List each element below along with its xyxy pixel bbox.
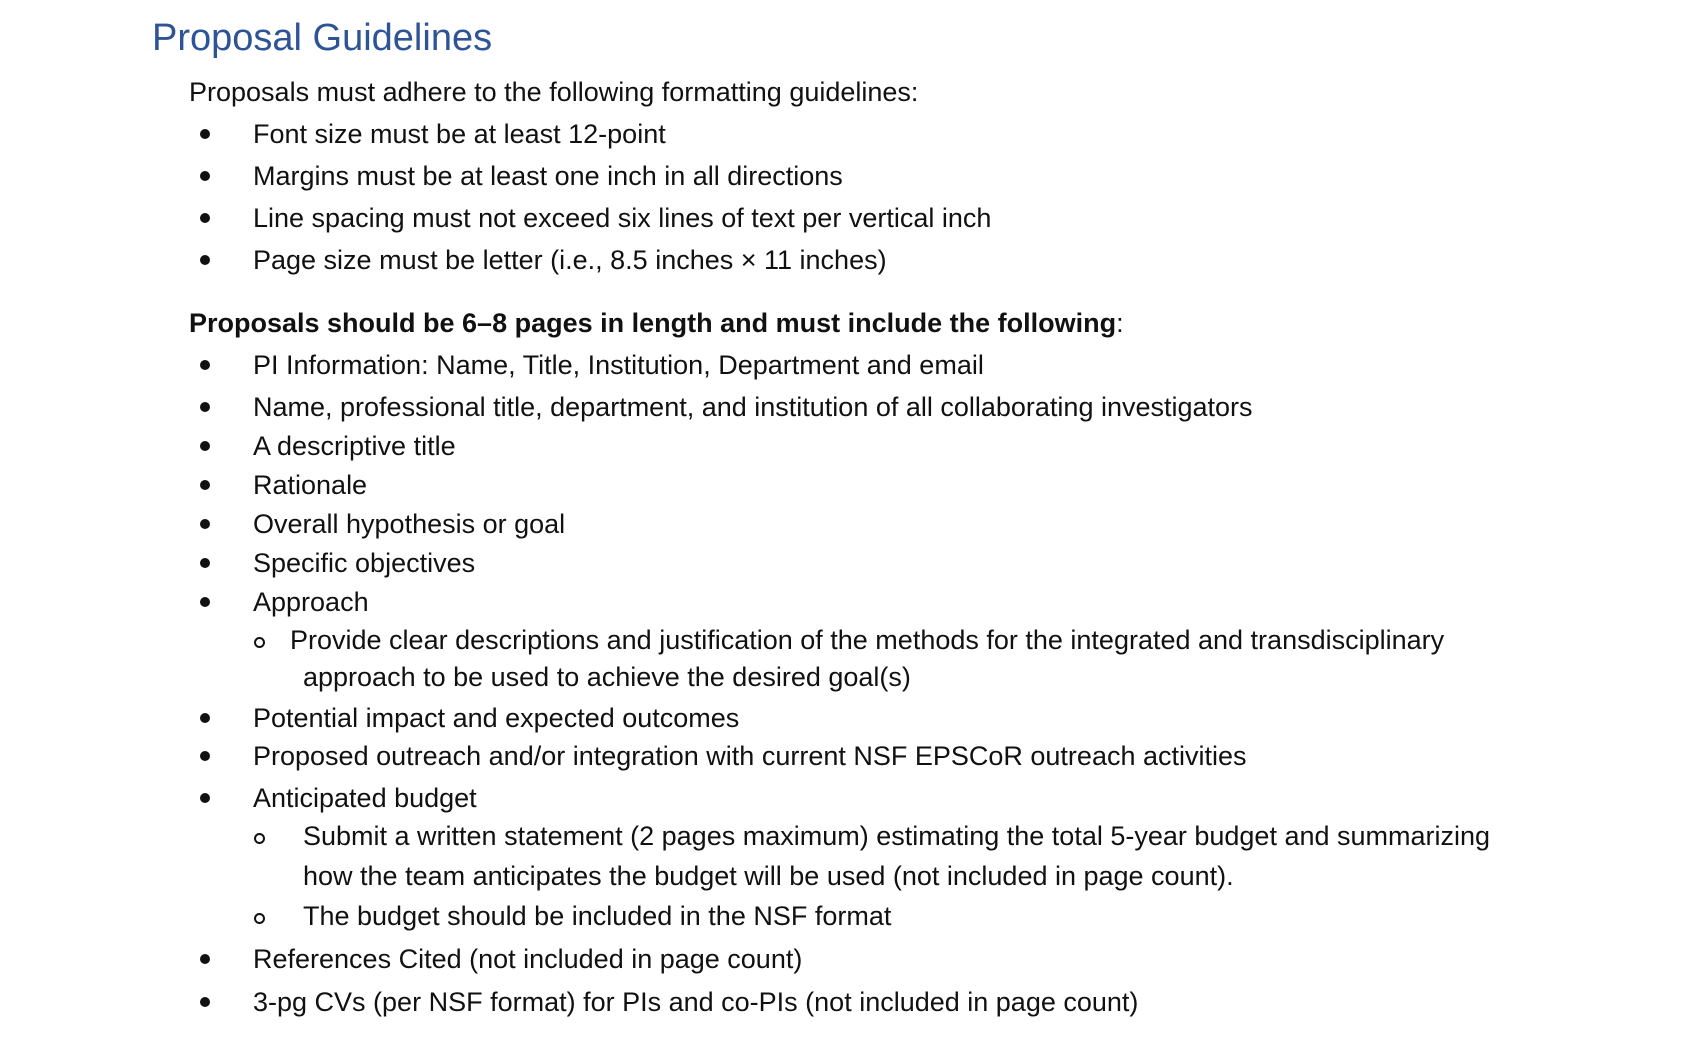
list-item-text: Margins must be at least one inch in all directions	[253, 161, 843, 191]
bullet-icon	[200, 129, 210, 139]
sub-list-item-text: Submit a written statement (2 pages maximum) estimating the total 5-year budget and summarizing	[303, 821, 1491, 851]
hollow-bullet-icon	[254, 637, 265, 648]
bullet-icon	[200, 597, 210, 607]
bullet-icon	[200, 360, 210, 370]
list-item-text: 3-pg CVs (per NSF format) for PIs and co-PIs (not included in page count)	[253, 987, 1139, 1017]
sub-list-item-text: how the team anticipates the budget will be used (not included in page count).	[303, 861, 1234, 891]
contents-intro	[189, 305, 1124, 341]
list-item-text: Font size must be at least 12-point	[253, 119, 666, 149]
bullet-icon	[200, 171, 210, 181]
list-item-text: Rationale	[253, 470, 368, 500]
list-item-text: PI Information: Name, Title, Institution, Department and email	[253, 350, 984, 380]
bullet-icon	[200, 997, 210, 1007]
list-item-text: Proposed outreach and/or integration with current NSF EPSCoR outreach activities	[253, 741, 1247, 771]
list-item-text: A descriptive title	[253, 431, 456, 461]
list-item-text: Anticipated budget	[253, 783, 477, 813]
list-item-text: References Cited (not included in page count)	[253, 944, 803, 974]
sub-list-item-text: Provide clear descriptions and justification of the methods for the integrated and transdisciplinary	[290, 625, 1445, 655]
list-item-text: Specific objectives	[253, 548, 476, 578]
bullet-icon	[200, 441, 210, 451]
bullet-icon	[200, 480, 210, 490]
bullet-icon	[200, 558, 210, 568]
formatting-intro: Proposals must adhere to the following formatting guidelines:	[189, 77, 919, 107]
bullet-icon	[200, 402, 210, 412]
sub-list-item-text: The budget should be included in the NSF format	[303, 901, 892, 931]
page-title: Proposal Guidelines	[152, 17, 493, 59]
bullet-icon	[200, 519, 210, 529]
sub-list-item-text: approach to be used to achieve the desired goal(s)	[303, 662, 911, 692]
list-item-text: Approach	[253, 587, 369, 617]
bullet-icon	[200, 751, 210, 761]
bullet-icon	[200, 954, 210, 964]
list-item-text: Potential impact and expected outcomes	[253, 703, 740, 733]
hollow-bullet-icon	[254, 833, 265, 844]
list-item-text: Overall hypothesis or goal	[253, 509, 566, 539]
bullet-icon	[200, 713, 210, 723]
contents-intro-bold: Proposals should be 6–8 pages in length and must include the following	[189, 308, 1117, 338]
bullet-icon	[200, 213, 210, 223]
hollow-bullet-icon	[254, 913, 265, 924]
bullet-icon	[200, 255, 210, 265]
list-item-text: Name, professional title, department, and institution of all collaborating investigators	[253, 392, 1253, 422]
list-item-text: Page size must be letter (i.e., 8.5 inches × 11 inches)	[253, 245, 887, 275]
list-item-text: Line spacing must not exceed six lines of text per vertical inch	[253, 203, 992, 233]
bullet-icon	[200, 793, 210, 803]
contents-intro-tail: :	[1116, 308, 1124, 338]
